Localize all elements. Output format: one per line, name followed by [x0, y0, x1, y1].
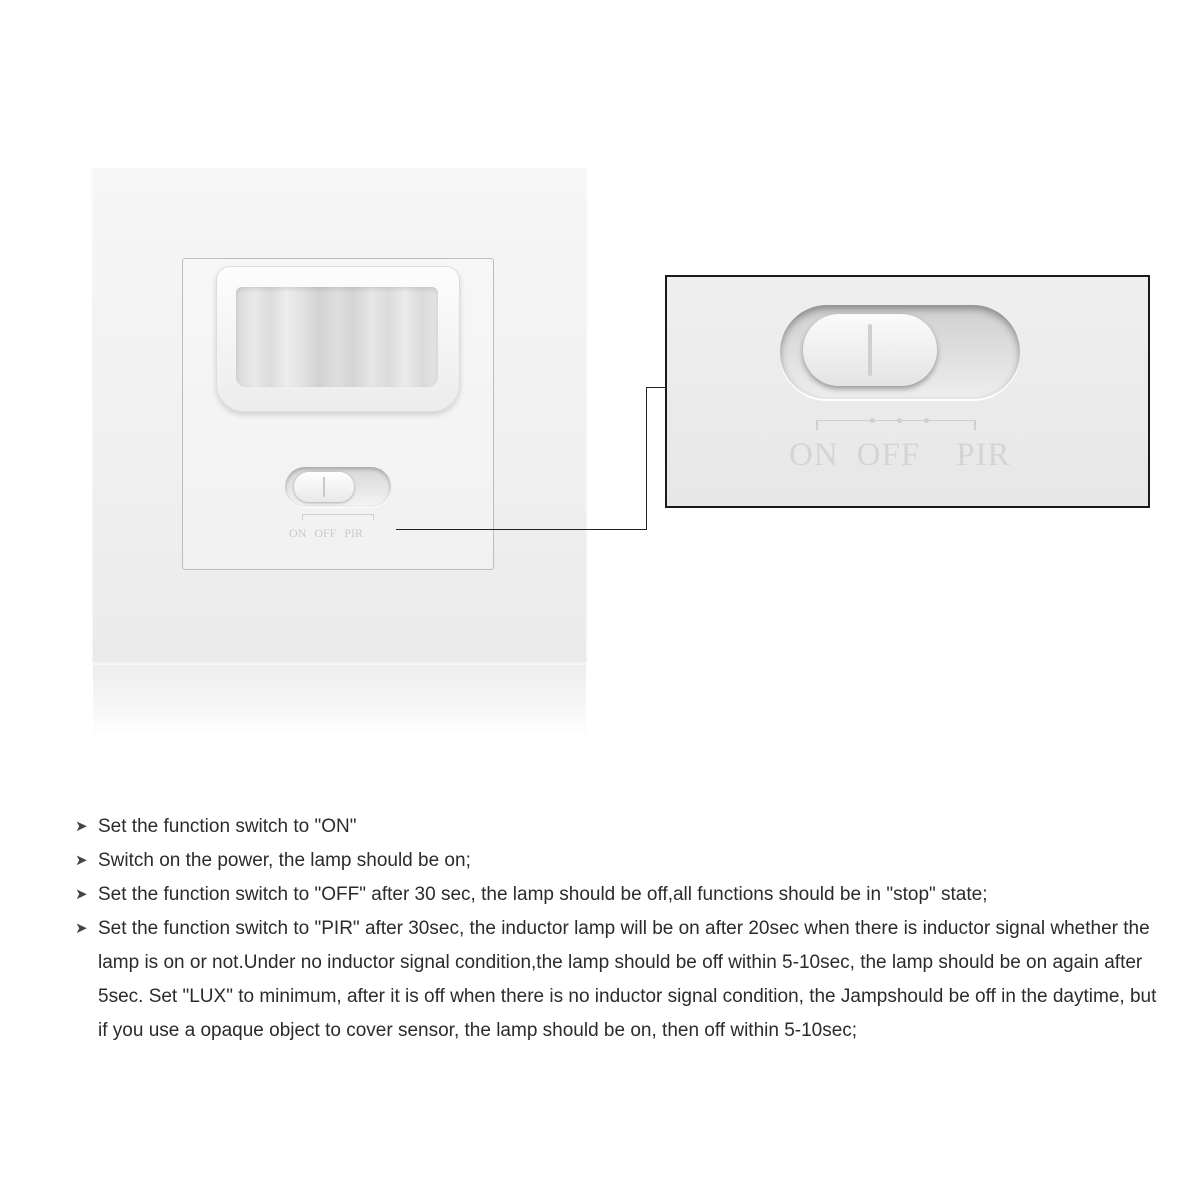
switch-position-bracket	[302, 514, 374, 520]
zoom-position-bracket	[816, 420, 976, 430]
leader-line-vertical	[646, 387, 647, 530]
arrow-right-icon: ➤	[75, 818, 88, 835]
zoom-dot-center	[897, 418, 902, 423]
instructions-list	[75, 810, 1165, 1048]
function-switch-knob	[294, 472, 354, 502]
zoom-label-on: ON	[789, 437, 839, 473]
wall-plate-reflection	[93, 665, 586, 740]
zoom-label-off: OFF	[856, 437, 921, 473]
label-on: ON	[289, 526, 307, 540]
list-item	[75, 810, 1165, 844]
zoom-dot-left	[870, 418, 875, 423]
list-item	[75, 844, 1165, 878]
zoom-dot-right	[924, 418, 929, 423]
list-item	[75, 878, 1165, 912]
zoom-switch-knob	[803, 314, 937, 386]
instruction-text: Set the function switch to "ON"	[98, 816, 357, 837]
leader-line-connector	[646, 387, 667, 388]
label-pir: PIR	[344, 526, 364, 540]
arrow-right-icon: ➤	[75, 886, 88, 903]
zoom-label-pir: PIR	[956, 437, 1011, 473]
switch-position-labels	[289, 526, 389, 541]
arrow-right-icon: ➤	[75, 852, 88, 869]
switch-groove	[323, 477, 325, 497]
zoom-switch-groove	[868, 324, 872, 376]
leader-line-horizontal	[396, 529, 647, 530]
instruction-text: Switch on the power, the lamp should be on;	[98, 850, 471, 871]
list-item	[75, 912, 1165, 1048]
zoom-position-labels	[789, 437, 1011, 474]
zoom-detail-box	[665, 275, 1150, 508]
instruction-text: Set the function switch to "OFF" after 30 sec, the lamp should be off,all functions should be in "stop" state;	[98, 884, 988, 905]
label-off: OFF	[314, 526, 337, 540]
pir-lens	[236, 287, 438, 387]
instruction-text: Set the function switch to "PIR" after 30sec, the inductor lamp will be on after 20sec when there is inductor signal whether the lamp is on or not.Under no inductor signal condition,the lamp should be off within 5-10sec, the lamp should be on again after 5sec. Set "LUX" to minimum, after it is off when there is no inductor signal condition, the Jampshould be off in the daytime, but if you use a opaque object to cover sensor, the lamp should be on, then off within 5-10sec;	[98, 918, 1157, 1041]
arrow-right-icon: ➤	[75, 920, 88, 937]
